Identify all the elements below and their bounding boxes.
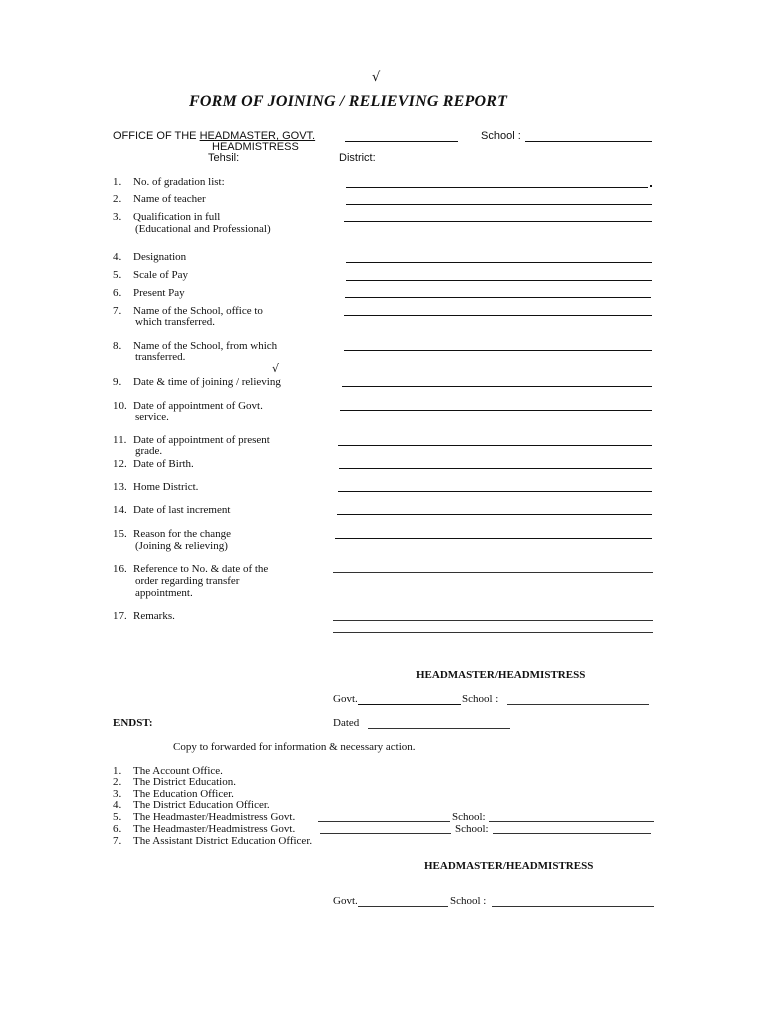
copy-school-field[interactable] xyxy=(493,833,651,834)
item-number: 5. xyxy=(113,269,122,281)
input-line[interactable] xyxy=(339,468,652,469)
input-line[interactable] xyxy=(340,410,652,411)
item-label-continued: order regarding transfer xyxy=(135,575,240,587)
item-label-continued: grade. xyxy=(135,445,163,457)
item-number: 2. xyxy=(113,776,122,788)
input-line[interactable] xyxy=(333,572,653,573)
item9-check-icon: √ xyxy=(272,362,280,375)
list-item xyxy=(113,211,220,223)
office-headmistress: HEADMISTRESS xyxy=(212,141,299,153)
item-number: 2. xyxy=(113,193,122,205)
endst-label: ENDST: xyxy=(113,717,153,729)
item-number: 9. xyxy=(113,376,122,388)
item-label: Date of appointment of present xyxy=(133,434,270,446)
list-item xyxy=(113,193,206,205)
copy-text: The District Education Officer. xyxy=(133,799,270,811)
check-mark-icon: √ xyxy=(372,70,381,85)
item-number: 16. xyxy=(113,563,127,575)
list-item xyxy=(113,481,198,493)
copy-school-field[interactable] xyxy=(489,821,654,822)
signature-govt-label: Govt. xyxy=(333,693,358,705)
item-number: 17. xyxy=(113,610,127,622)
signature-govt-field[interactable] xyxy=(358,704,461,705)
input-line[interactable] xyxy=(346,204,652,205)
list-item xyxy=(113,610,175,622)
copy-text: The District Education. xyxy=(133,776,236,788)
item-number: 13. xyxy=(113,481,127,493)
item-label-continued: (Joining & relieving) xyxy=(135,540,228,552)
copy-item xyxy=(113,823,295,835)
item-number: 12. xyxy=(113,458,127,470)
item-number: 5. xyxy=(113,811,122,823)
remarks-line-1[interactable] xyxy=(333,620,653,621)
tehsil-label: Tehsil: xyxy=(208,152,240,164)
item-label-continued: service. xyxy=(135,411,169,423)
list-item xyxy=(113,287,185,299)
copy-item xyxy=(113,799,270,811)
item-number: 1. xyxy=(113,176,122,188)
signature-school-field[interactable] xyxy=(492,906,654,907)
item-number: 3. xyxy=(113,788,122,800)
item-label: Reference to No. & date of the xyxy=(133,563,269,575)
input-line[interactable] xyxy=(337,514,652,515)
school-label: School : xyxy=(481,130,521,142)
copy-school-label: School: xyxy=(455,823,489,835)
item-label: Reason for the change xyxy=(133,528,232,540)
input-line[interactable] xyxy=(346,280,652,281)
office-headmaster: HEADMASTER xyxy=(199,130,276,142)
item-label: Name of the School, office to xyxy=(133,305,263,317)
input-line[interactable] xyxy=(338,491,652,492)
district-label: District: xyxy=(339,152,376,164)
item-number: 8. xyxy=(113,340,122,352)
list-item xyxy=(113,176,225,188)
list-item xyxy=(113,528,231,540)
copy-text: The Account Office. xyxy=(133,765,223,777)
input-line[interactable] xyxy=(344,350,652,351)
signature-govt-label: Govt. xyxy=(333,895,358,907)
list-item xyxy=(113,458,194,470)
item-label: Designation xyxy=(133,251,187,263)
office-govt: , GOVT. xyxy=(276,130,316,142)
item-number: 4. xyxy=(113,251,122,263)
item-number: 11. xyxy=(113,434,127,446)
list-item xyxy=(113,376,281,388)
item-label: Home District. xyxy=(133,481,199,493)
signature-title: HEADMASTER/HEADMISTRESS xyxy=(424,860,594,872)
item-number: 7. xyxy=(113,835,122,847)
copy-text: The Education Officer. xyxy=(133,788,234,800)
item-label: Name of the School, from which xyxy=(133,340,278,352)
signature-school-label: School : xyxy=(462,693,499,705)
signature-school-field[interactable] xyxy=(507,704,649,705)
input-line[interactable] xyxy=(342,386,652,387)
item-number: 6. xyxy=(113,823,122,835)
input-line[interactable] xyxy=(338,445,652,446)
copy-school-label: School: xyxy=(452,811,486,823)
copy-item xyxy=(113,811,295,823)
item-label-continued: appointment. xyxy=(135,587,193,599)
item-number: 14. xyxy=(113,504,127,516)
item-label: Date of appointment of Govt. xyxy=(133,400,263,412)
input-line[interactable] xyxy=(345,297,651,298)
item-label: Scale of Pay xyxy=(133,269,188,281)
item-label: No. of gradation list: xyxy=(133,176,225,188)
copy-instruction: Copy to forwarded for information & necessary action. xyxy=(173,741,416,753)
govt-name-field[interactable] xyxy=(345,141,458,142)
copy-item xyxy=(113,835,312,847)
item-label: Remarks. xyxy=(133,610,175,622)
dated-label: Dated xyxy=(333,717,360,729)
item-label-continued: which transferred. xyxy=(135,316,216,328)
signature-school-label: School : xyxy=(450,895,487,907)
item-label: Name of teacher xyxy=(133,193,206,205)
item-number: 3. xyxy=(113,211,122,223)
input-line[interactable] xyxy=(346,262,652,263)
item-number: 10. xyxy=(113,400,127,412)
copy-item xyxy=(113,776,236,788)
copy-govt-field[interactable] xyxy=(320,833,451,834)
copy-text: The Assistant District Education Officer. xyxy=(133,835,313,847)
item-label: Date & time of joining / relieving xyxy=(133,376,281,388)
item-number: 4. xyxy=(113,799,122,811)
line-end-dot xyxy=(650,185,652,187)
input-line[interactable] xyxy=(344,221,652,222)
item-label: Present Pay xyxy=(133,287,185,299)
copy-text: The Headmaster/Headmistress Govt. xyxy=(133,823,296,835)
item-number: 15. xyxy=(113,528,127,540)
school-name-field[interactable] xyxy=(525,141,652,142)
input-line[interactable] xyxy=(346,187,648,188)
list-item xyxy=(113,504,230,516)
form-title: FORM OF JOINING / RELIEVING REPORT xyxy=(189,93,508,110)
item-label: Qualification in full xyxy=(133,211,221,223)
copy-govt-field[interactable] xyxy=(318,821,450,822)
item-number: 1. xyxy=(113,765,122,777)
item-label: Date of last increment xyxy=(133,504,231,516)
signature-govt-field[interactable] xyxy=(358,906,448,907)
dated-field[interactable] xyxy=(368,728,510,729)
list-item xyxy=(113,251,186,263)
input-line[interactable] xyxy=(344,315,652,316)
list-item xyxy=(113,269,188,281)
item-number: 6. xyxy=(113,287,122,299)
item-label-continued: (Educational and Professional) xyxy=(135,223,271,235)
remarks-line-2[interactable] xyxy=(333,632,653,633)
item-number: 7. xyxy=(113,305,122,317)
input-line[interactable] xyxy=(335,538,652,539)
office-prefix: OFFICE OF THE xyxy=(113,130,197,142)
item-label: Date of Birth. xyxy=(133,458,194,470)
signature-title: HEADMASTER/HEADMISTRESS xyxy=(416,669,586,681)
copy-text: The Headmaster/Headmistress Govt. xyxy=(133,811,296,823)
list-item xyxy=(113,563,268,575)
item-label-continued: transferred. xyxy=(135,351,186,363)
